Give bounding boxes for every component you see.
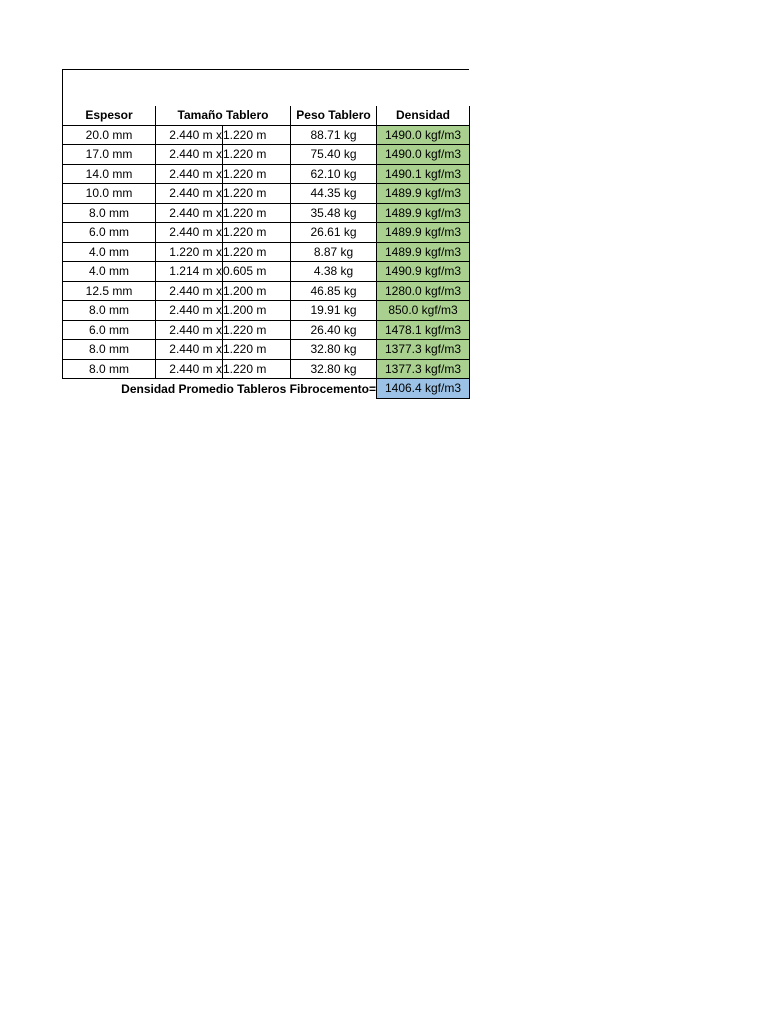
cell-espesor[interactable]: 4.0 mm	[63, 262, 156, 282]
cell-densidad[interactable]: 1377.3 kgf/m3	[377, 359, 470, 379]
table-row	[63, 125, 470, 145]
cell-ancho[interactable]: 2.440 m x	[156, 145, 223, 165]
cell-peso[interactable]: 62.10 kg	[291, 164, 377, 184]
cell-espesor[interactable]: 14.0 mm	[63, 164, 156, 184]
cell-espesor[interactable]: 8.0 mm	[63, 301, 156, 321]
cell-ancho[interactable]: 2.440 m x	[156, 340, 223, 360]
cell-densidad[interactable]: 1377.3 kgf/m3	[377, 340, 470, 360]
cell-espesor[interactable]: 12.5 mm	[63, 281, 156, 301]
table-row	[63, 145, 470, 165]
average-density-label[interactable]: Densidad Promedio Tableros Fibrocemento=	[121, 381, 376, 396]
title-cell[interactable]	[62, 69, 469, 106]
header-espesor[interactable]: Espesor	[63, 106, 156, 125]
table-row	[63, 223, 470, 243]
cell-alto[interactable]: 1.200 m	[223, 281, 291, 301]
cell-espesor[interactable]: 8.0 mm	[63, 203, 156, 223]
cell-densidad[interactable]: 850.0 kgf/m3	[377, 301, 470, 321]
cell-ancho[interactable]: 1.220 m x	[156, 242, 223, 262]
cell-alto[interactable]: 1.220 m	[223, 340, 291, 360]
cell-alto[interactable]: 1.220 m	[223, 223, 291, 243]
cell-ancho[interactable]: 2.440 m x	[156, 359, 223, 379]
cell-densidad[interactable]: 1490.0 kgf/m3	[377, 125, 470, 145]
cell-ancho[interactable]: 2.440 m x	[156, 281, 223, 301]
cell-peso[interactable]: 75.40 kg	[291, 145, 377, 165]
cell-alto[interactable]: 1.220 m	[223, 164, 291, 184]
cell-densidad[interactable]: 1489.9 kgf/m3	[377, 242, 470, 262]
cell-peso[interactable]: 26.61 kg	[291, 223, 377, 243]
table-row	[63, 203, 470, 223]
cell-alto[interactable]: 1.220 m	[223, 320, 291, 340]
cell-peso[interactable]: 8.87 kg	[291, 242, 377, 262]
cell-espesor[interactable]: 4.0 mm	[63, 242, 156, 262]
cell-espesor[interactable]: 6.0 mm	[63, 223, 156, 243]
cell-peso[interactable]: 88.71 kg	[291, 125, 377, 145]
cell-densidad[interactable]: 1478.1 kgf/m3	[377, 320, 470, 340]
cell-alto[interactable]: 1.220 m	[223, 359, 291, 379]
cell-alto[interactable]: 1.220 m	[223, 203, 291, 223]
cell-ancho[interactable]: 2.440 m x	[156, 203, 223, 223]
cell-densidad[interactable]: 1489.9 kgf/m3	[377, 184, 470, 204]
cell-peso[interactable]: 35.48 kg	[291, 203, 377, 223]
cell-peso[interactable]: 26.40 kg	[291, 320, 377, 340]
table-row	[63, 164, 470, 184]
table-row	[63, 184, 470, 204]
cell-peso[interactable]: 32.80 kg	[291, 359, 377, 379]
cell-espesor[interactable]: 6.0 mm	[63, 320, 156, 340]
cell-peso[interactable]: 19.91 kg	[291, 301, 377, 321]
header-densidad[interactable]: Densidad	[377, 106, 470, 125]
cell-alto[interactable]: 1.220 m	[223, 242, 291, 262]
table-row	[63, 262, 470, 282]
summary-row	[63, 379, 470, 399]
header-peso[interactable]: Peso Tablero	[291, 106, 377, 125]
cell-peso[interactable]: 44.35 kg	[291, 184, 377, 204]
table-row	[63, 359, 470, 379]
table-row	[63, 242, 470, 262]
cell-peso[interactable]: 32.80 kg	[291, 340, 377, 360]
table-row	[63, 340, 470, 360]
average-density-value[interactable]: 1406.4 kgf/m3	[377, 379, 470, 399]
density-table	[62, 106, 470, 399]
cell-espesor[interactable]: 10.0 mm	[63, 184, 156, 204]
cell-peso[interactable]: 4.38 kg	[291, 262, 377, 282]
cell-espesor[interactable]: 17.0 mm	[63, 145, 156, 165]
cell-alto[interactable]: 0.605 m	[223, 262, 291, 282]
cell-alto[interactable]: 1.220 m	[223, 125, 291, 145]
cell-densidad[interactable]: 1490.0 kgf/m3	[377, 145, 470, 165]
cell-densidad[interactable]: 1490.9 kgf/m3	[377, 262, 470, 282]
cell-alto[interactable]: 1.200 m	[223, 301, 291, 321]
cell-peso[interactable]: 46.85 kg	[291, 281, 377, 301]
cell-ancho[interactable]: 2.440 m x	[156, 125, 223, 145]
table-row	[63, 281, 470, 301]
cell-ancho[interactable]: 1.214 m x	[156, 262, 223, 282]
table-row	[63, 320, 470, 340]
cell-espesor[interactable]: 8.0 mm	[63, 359, 156, 379]
table-row	[63, 301, 470, 321]
header-row	[63, 106, 470, 125]
cell-densidad[interactable]: 1490.1 kgf/m3	[377, 164, 470, 184]
cell-alto[interactable]: 1.220 m	[223, 184, 291, 204]
header-tamano[interactable]: Tamaño Tablero	[156, 106, 291, 125]
cell-espesor[interactable]: 20.0 mm	[63, 125, 156, 145]
cell-densidad[interactable]: 1489.9 kgf/m3	[377, 203, 470, 223]
cell-espesor[interactable]: 8.0 mm	[63, 340, 156, 360]
cell-densidad[interactable]: 1489.9 kgf/m3	[377, 223, 470, 243]
cell-ancho[interactable]: 2.440 m x	[156, 164, 223, 184]
cell-alto[interactable]: 1.220 m	[223, 145, 291, 165]
cell-ancho[interactable]: 2.440 m x	[156, 223, 223, 243]
cell-ancho[interactable]: 2.440 m x	[156, 320, 223, 340]
cell-densidad[interactable]: 1280.0 kgf/m3	[377, 281, 470, 301]
cell-ancho[interactable]: 2.440 m x	[156, 184, 223, 204]
cell-ancho[interactable]: 2.440 m x	[156, 301, 223, 321]
